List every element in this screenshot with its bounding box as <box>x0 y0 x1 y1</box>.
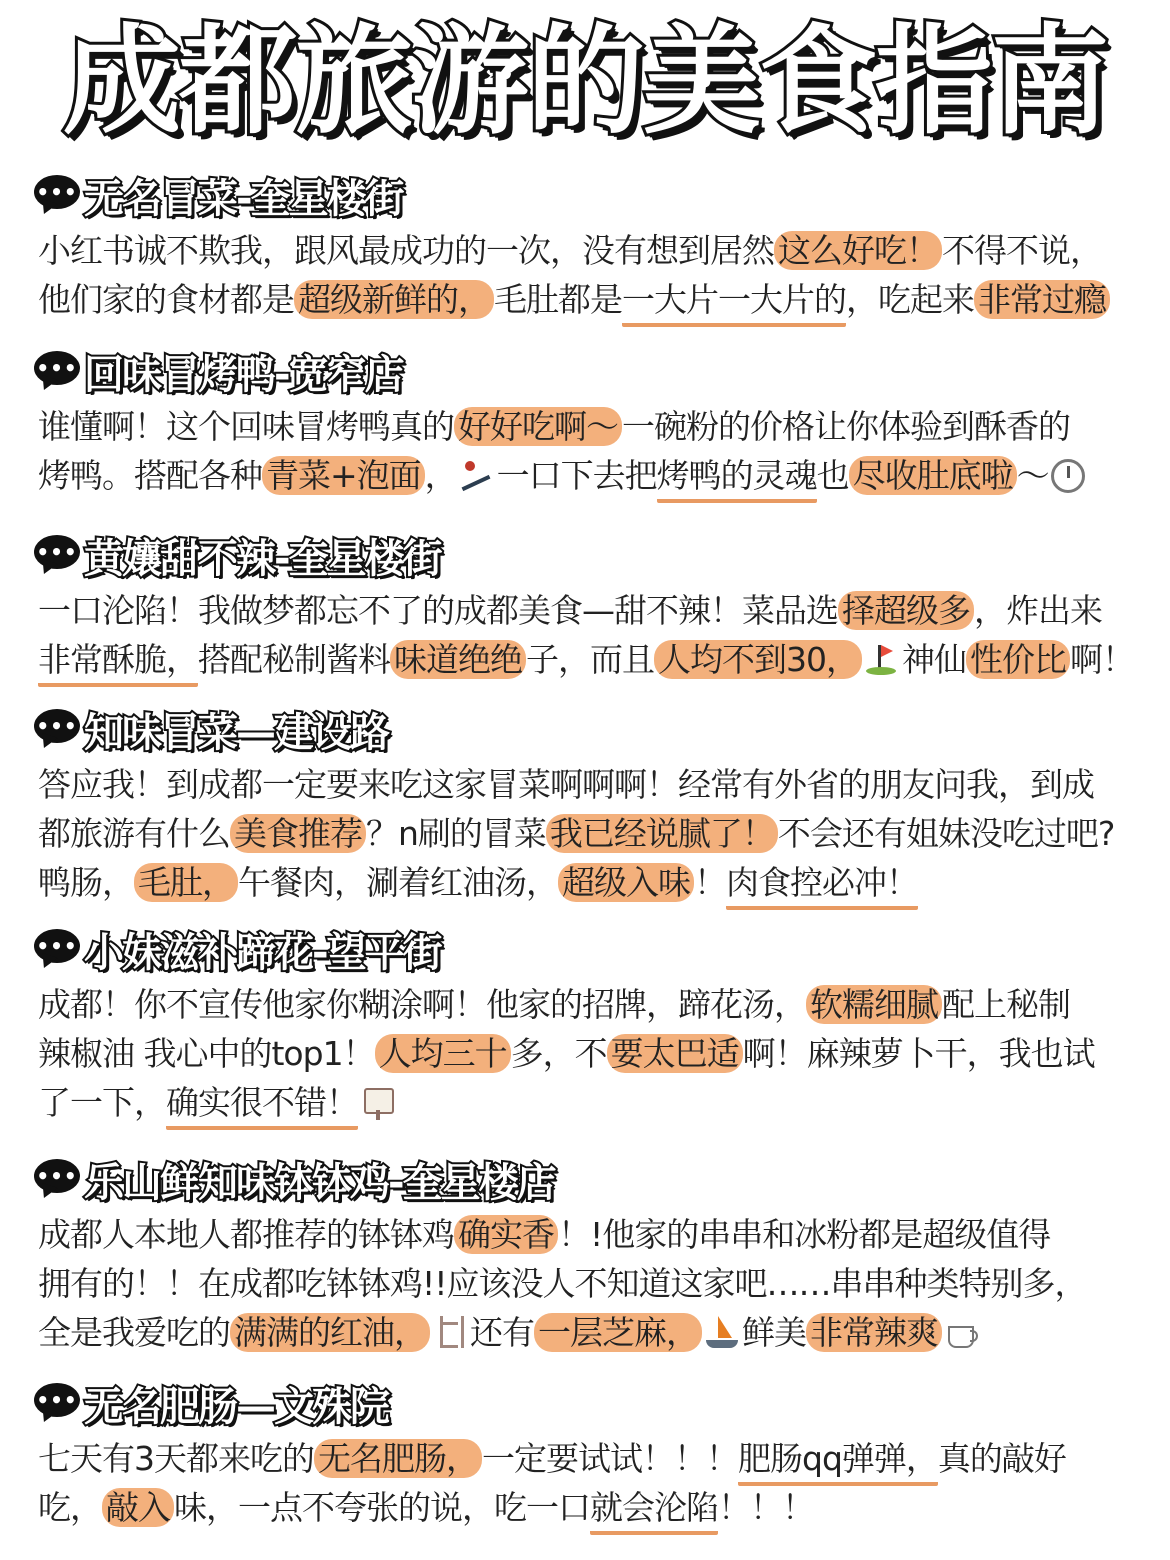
text-span: 一碗粉的价格让你体验到酥香的 <box>622 407 1070 446</box>
highlight-text: 无名肥肠， <box>314 1439 482 1478</box>
highlight-text: 超级新鲜的， <box>294 280 494 319</box>
section-wuming-maocai <box>34 166 1154 324</box>
section-zhiwei-maocai <box>34 700 1154 907</box>
page-title: 成都旅游的美食指南 <box>62 12 1107 150</box>
highlight-text: 满满的红油， <box>230 1313 430 1352</box>
text-span: 他们家的食材都是 <box>38 280 294 319</box>
text-span: ！!他家的串串和冰粉都是超级值得 <box>558 1215 1051 1254</box>
text-span: 也 <box>816 456 849 495</box>
section-header <box>34 700 1154 758</box>
text-span: 还有 <box>470 1313 534 1352</box>
highlight-text: 软糯细腻 <box>806 985 942 1024</box>
text-span: 啊！ <box>1070 640 1134 679</box>
section-leshan-bobochicken <box>34 1150 1154 1357</box>
chat-bubble-icon: ••• <box>34 709 80 749</box>
text-span: 答应我！到成都一定要来吃这家冒菜啊啊啊！经常有外省的朋友问我，到成 <box>38 765 1094 804</box>
chat-bubble-icon: ••• <box>34 535 80 575</box>
section-text <box>34 760 1154 907</box>
text-span: ！！！ <box>718 1488 814 1527</box>
section-huiwei-kaoya <box>34 342 1154 500</box>
signpost-icon <box>360 1086 396 1120</box>
section-header <box>34 1150 1154 1208</box>
text-span: 烤鸭。搭配各种 <box>38 456 262 495</box>
highlight-text: 非常辣爽 <box>806 1313 942 1352</box>
text-span: ？n刷的冒菜 <box>366 814 546 853</box>
section-text <box>34 402 1154 500</box>
highlight-text: 性价比 <box>966 640 1070 679</box>
text-span: 味，一点不夸张的说，吃一口 <box>174 1488 590 1527</box>
text-span: 神仙 <box>902 640 966 679</box>
highlight-text: 毛肚， <box>134 863 238 902</box>
section-wuming-feichang <box>34 1374 1154 1532</box>
text-span: 多，不 <box>510 1034 607 1073</box>
highlight-text: 尽收肚底啦 <box>849 456 1017 495</box>
text-span: 吃， <box>38 1488 102 1527</box>
section-text <box>34 226 1154 324</box>
highlight-text: 择超级多 <box>838 591 974 630</box>
highlight-text: 要太巴适 <box>607 1034 743 1073</box>
ladder-icon <box>432 1316 468 1350</box>
text-span: 了一下， <box>38 1083 166 1122</box>
highlight-text: 我已经说腻了！ <box>546 814 778 853</box>
text-span: 鸭肠， <box>38 863 134 902</box>
chat-bubble-icon: ••• <box>34 1383 80 1423</box>
text-span: 辣椒油 我心中的top1！ <box>38 1034 375 1073</box>
section-title: 黄孃甜不辣-奎星楼街 <box>84 535 441 582</box>
section-huangniang-tianbula <box>34 526 1154 684</box>
section-title: 无名冒菜-奎星楼街 <box>84 175 403 222</box>
section-text <box>34 586 1154 684</box>
text-span: ！ <box>694 863 726 902</box>
underline-text: 确实很不错！ <box>166 1083 358 1130</box>
highlight-text: 敲入 <box>102 1488 174 1527</box>
text-span: 全是我爱吃的 <box>38 1313 230 1352</box>
text-span: 真的敲好 <box>937 1439 1066 1478</box>
section-text <box>34 1434 1154 1532</box>
section-title: 知味冒菜—建设路 <box>84 709 388 756</box>
golf-flag-icon <box>864 643 900 677</box>
highlight-text: 确实香 <box>454 1215 558 1254</box>
section-header <box>34 526 1154 584</box>
section-header <box>34 920 1154 978</box>
text-span: ，吃起来 <box>846 280 974 319</box>
highlight-text: 超级入味 <box>558 863 694 902</box>
text-span: 鲜美 <box>742 1313 806 1352</box>
text-span: 配上秘制 <box>942 985 1070 1024</box>
section-header <box>34 166 1154 224</box>
section-title: 乐山鲜知味钵钵鸡-奎星楼店 <box>84 1159 555 1206</box>
text-span: 毛肚都是 <box>494 280 622 319</box>
text-span: ～ <box>1016 456 1049 495</box>
section-title: 小妹滋补蹄花-望平街 <box>84 929 441 976</box>
highlight-text: 人均不到30， <box>654 640 862 679</box>
text-span: 都旅游有什么 <box>38 814 230 853</box>
text-span: 不会还有姐妹没吃过吧? <box>777 814 1115 853</box>
text-span: ，炸出来 <box>974 591 1102 630</box>
section-header <box>34 342 1154 400</box>
highlight-text: 味道绝绝 <box>390 640 526 679</box>
highlight-text: 非常过瘾 <box>974 280 1110 319</box>
text-span: 子，而且 <box>526 640 654 679</box>
section-title: 回味冒烤鸭-宽窄店 <box>84 351 403 398</box>
section-header <box>34 1374 1154 1432</box>
section-text <box>34 980 1154 1127</box>
text-span: 搭配秘制酱料 <box>198 640 390 679</box>
skier-icon <box>459 459 495 493</box>
section-text <box>34 1210 1154 1357</box>
text-span: 不得不说， <box>942 231 1102 270</box>
chat-bubble-icon: ••• <box>34 929 80 969</box>
chat-bubble-icon: ••• <box>34 175 80 215</box>
text-span: ， <box>424 456 457 495</box>
chat-bubble-icon: ••• <box>34 1159 80 1199</box>
text-span: 午餐肉，涮着红油汤， <box>238 863 558 902</box>
section-xiaomei-tihua <box>34 920 1154 1127</box>
highlight-text: 人均三十 <box>375 1034 511 1073</box>
text-span: 成都人本地人都推荐的钵钵鸡 <box>38 1215 454 1254</box>
highlight-text: 一层芝麻， <box>534 1313 702 1352</box>
text-span: 拥有的！！在成都吃钵钵鸡!!应该没人不知道这家吧……串串种类特别多， <box>38 1264 1087 1303</box>
highlight-text: 美食推荐 <box>230 814 366 853</box>
underline-text: 肥肠qq弹弹， <box>738 1439 938 1486</box>
text-span: 啊！麻辣萝卜干，我也试 <box>742 1034 1095 1073</box>
section-title: 无名肥肠—文殊院 <box>84 1383 388 1430</box>
text-span: 成都！你不宣传他家你糊涂啊！他家的招牌，蹄花汤， <box>38 985 806 1024</box>
underline-text: 一大片一大片的 <box>622 280 846 327</box>
underline-text: 非常酥脆， <box>38 640 198 687</box>
highlight-text: 好好吃啊～ <box>454 407 622 446</box>
coffee-icon <box>944 1316 980 1350</box>
text-span: 一定要试试！！！ <box>482 1439 738 1478</box>
text-span: 谁懂啊！这个回味冒烤鸭真的 <box>38 407 454 446</box>
text-span: 小红书诚不欺我，跟风最成功的一次，没有想到居然 <box>38 231 774 270</box>
clock-icon <box>1051 459 1085 493</box>
underline-text: 肉食控必冲！ <box>726 863 918 910</box>
sailboat-icon <box>704 1316 740 1350</box>
highlight-text: 青菜+泡面 <box>262 456 425 495</box>
underline-text: 烤鸭的灵魂 <box>657 456 817 503</box>
text-span: 一口下去把 <box>496 456 657 495</box>
highlight-text: 这么好吃！ <box>774 231 942 270</box>
underline-text: 就会沦陷 <box>590 1488 718 1535</box>
text-span: 一口沦陷！我做梦都忘不了的成都美食—甜不辣！菜品选 <box>38 591 838 630</box>
text-span: 七天有3天都来吃的 <box>38 1439 314 1478</box>
chat-bubble-icon: ••• <box>34 351 80 391</box>
